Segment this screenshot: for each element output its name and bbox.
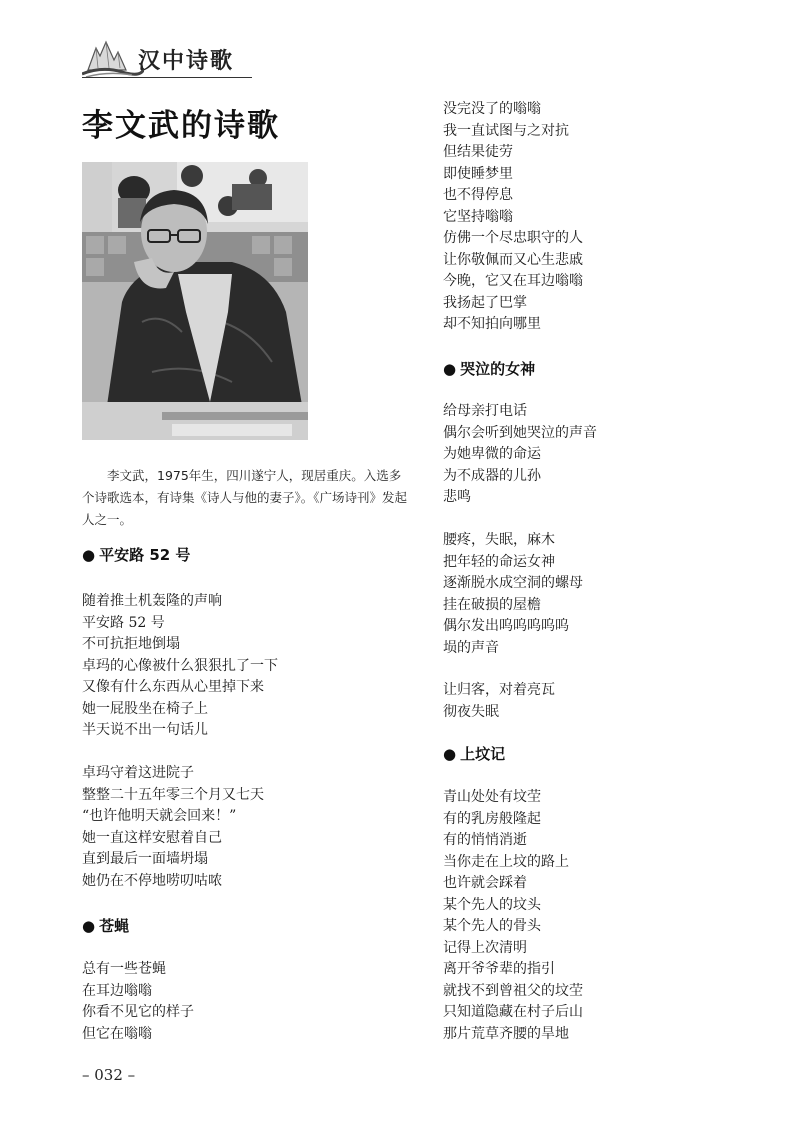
poem-line: 腰疼，失眠，麻木 [443,532,555,548]
poem-title-tomb-visit [443,743,505,764]
poem-line: 但结果徒劳 [443,144,513,160]
bullet-icon: ● [82,917,96,935]
poem-line: 有的乳房般隆起 [443,810,541,827]
poem-stanza [443,680,555,723]
poem-stanza-continued [443,99,583,336]
poem-line: 青山处处有坟茔 [443,789,541,805]
poem-line: 我扬起了巴掌 [443,294,527,311]
author-photo [82,162,308,440]
poem-line: “也许他明天就会回来！” [82,808,237,824]
poem-line: 偶尔发出呜呜呜呜呜 [443,618,569,634]
poem-line: 就找不到曾祖父的坟茔 [443,982,583,999]
section-title: 汉中诗歌 [138,49,235,74]
poem-line: 仿佛一个尽忠职守的人 [443,230,583,246]
poem-line: 埙的声音 [443,639,499,656]
bullet-icon: ● [82,546,96,564]
poem-line: 卓玛守着这进院子 [82,765,194,781]
poem-line: 挂在破损的屋檐 [443,596,541,613]
poem-line: 让归客，对着亮瓦 [443,682,555,698]
poem-line: 今晚，它又在耳边嗡嗡 [443,273,583,289]
poem-line: 也许就会踩着 [443,875,527,891]
poem-line: 卓玛的心像被什么狠狠扎了一下 [82,657,278,674]
poem-line: 悲鸣 [443,489,471,505]
bullet-icon: ● [443,745,457,763]
poem-title-text: 哭泣的女神 [460,360,536,378]
poem-line: 给母亲打电话 [443,403,527,419]
poem-title-pingan-road [82,544,190,565]
poem-line: 为她卑微的命运 [443,446,541,462]
poem-line: 随着推土机轰隆的声响 [82,593,222,609]
poem-line: 让你敬佩而又心生悲戚 [443,251,583,268]
poem-title-flies [82,915,129,936]
poem-line: 为不成器的儿孙 [443,467,541,484]
poem-line: 半天说不出一句话儿 [82,722,208,738]
poem-line: 整整二十五年零三个月又七天 [82,786,264,803]
poem-title-text: 平安路 52 号 [99,546,191,564]
poem-title-text: 苍蝇 [99,917,130,935]
poem-line: 我一直试图与之对抗 [443,122,569,139]
poem-title-text: 上坟记 [460,745,506,763]
bullet-icon: ● [443,360,457,378]
poem-line: 某个先人的骨头 [443,918,541,934]
page-title: 李文武的诗歌 [82,108,280,144]
poem-line: 总有一些苍蝇 [82,961,166,977]
poem-line: 也不得停息 [443,187,513,203]
section-header [82,36,252,82]
poem-line: 没完没了的嗡嗡 [443,101,541,117]
author-bio: 李文武，1975年生，四川遂宁人，现居重庆。入选多个诗歌选本，有诗集《诗人与他的妻子》。《广场诗刊》发起人之一。 [82,468,408,527]
poem-line: 它坚持嗡嗡 [443,208,513,225]
poem-line: 但它在嗡嗡 [82,1025,152,1042]
poem-line: 那片荒草齐腰的旱地 [443,1025,569,1042]
poem-stanza [82,959,194,1045]
poem-stanza [82,591,278,742]
header-divider [82,77,252,78]
poem-line: 逐渐脱水成空洞的螺母 [443,575,583,591]
poem-line: 有的悄悄消逝 [443,832,527,848]
poem-line: 离开爷爷辈的指引 [443,961,555,977]
poem-line: 不可抗拒地倒塌 [82,636,180,652]
poem-line: 她一直这样安慰着自己 [82,829,222,846]
poem-line: 记得上次清明 [443,939,527,956]
poem-stanza [443,401,597,509]
poem-line: 又像有什么东西从心里掉下来 [82,679,264,695]
poem-line: 平安路 52 号 [82,614,165,631]
poem-title-weeping-goddess [443,358,535,379]
poem-line: 某个先人的坟头 [443,896,541,913]
poem-line: 直到最后一面墙坍塌 [82,851,208,867]
poem-line: 却不知拍向哪里 [443,316,541,332]
page-number: – 032 – [82,1066,136,1084]
poem-line: 当你走在上坟的路上 [443,853,569,870]
poem-stanza [82,763,264,892]
poem-line: 只知道隐藏在村子后山 [443,1004,583,1020]
poem-line: 你看不见它的样子 [82,1004,194,1020]
poem-stanza [443,530,583,659]
poem-line: 她仍在不停地唠叨咕哝 [82,872,222,889]
poem-line: 她一屁股坐在椅子上 [82,700,208,717]
poem-line: 彻夜失眠 [443,703,499,720]
poem-line: 即使睡梦里 [443,165,513,182]
poem-line: 在耳边嗡嗡 [82,982,152,999]
poem-stanza [443,787,583,1045]
poem-line: 把年轻的命运女神 [443,553,555,570]
poem-line: 偶尔会听到她哭泣的声音 [443,424,597,441]
mountain-logo-icon [82,38,144,78]
